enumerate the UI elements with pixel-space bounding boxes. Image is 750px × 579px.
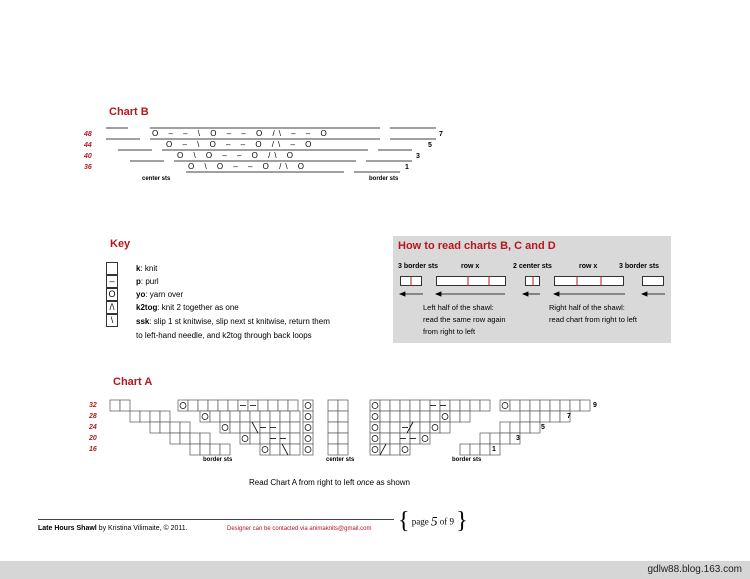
footer-contact: Designer can be contacted via animaknits@gmail.com (227, 526, 372, 532)
chart-b-side-3: 3 (416, 153, 420, 160)
chart-a-side-9: 9 (593, 402, 597, 409)
chart-a-grid (100, 398, 610, 458)
chart-a-side-3: 3 (516, 435, 520, 442)
label-center: 2 center sts (513, 263, 552, 270)
chart-b-title: Chart B (109, 106, 149, 118)
key-knit-symbol (106, 262, 118, 275)
chart-b-border-label: border sts (369, 176, 399, 182)
chart-b-row-40: 40 (84, 153, 92, 160)
key-ssk-text-line2: to left-hand needle, and k2tog through back loops (136, 331, 312, 340)
key-ssk-symbol: \ (106, 314, 118, 327)
chart-a-row-24: 24 (89, 424, 97, 431)
chart-a-row-16: 16 (89, 446, 97, 453)
chart-a-border-label-right: border sts (452, 457, 482, 463)
chart-b-row-48: 48 (84, 131, 92, 138)
chart-b-row-2-symbols: O – \ O – – O /\ – O (166, 140, 316, 149)
key-yo-text: yo: yarn over (136, 290, 184, 299)
how-to-read-title: How to read charts B, C and D (398, 240, 556, 252)
chart-a-title: Chart A (113, 376, 153, 388)
chart-b-row-36: 36 (84, 164, 92, 171)
footer-credit: Late Hours Shawl by Kristina Vilimaite, © 2011. (38, 525, 188, 532)
chart-a-border-label-left: border sts (203, 457, 233, 463)
key-knit-text: k: knit (136, 264, 158, 273)
how-to-read-arrows (393, 274, 671, 302)
chart-a-row-20: 20 (89, 435, 97, 442)
how-to-read-panel (393, 236, 671, 343)
chart-b-row-44: 44 (84, 142, 92, 149)
key-k2tog-symbol: /\ (106, 301, 118, 314)
chart-b-row-1-symbols: O – – \ O – – O /\ – – O (152, 129, 331, 138)
left-half-text: Left half of the shawl: read the same row again from right to left (423, 303, 506, 336)
key-k2tog-text: k2tog: knit 2 together as one (136, 303, 239, 312)
chart-b-row-3-symbols: O \ O – – O /\ O (177, 151, 298, 160)
chart-b-side-7: 7 (439, 131, 443, 138)
key-ssk-text: ssk: slip 1 st knitwise, slip next st knitwise, return them (136, 317, 330, 326)
key-title: Key (110, 238, 131, 250)
chart-a-side-5: 5 (541, 424, 545, 431)
chart-b-row-4-symbols: O \ O – – O /\ O (188, 162, 309, 171)
chart-a-side-7: 7 (567, 413, 571, 420)
key-purl-text: p: purl (136, 277, 159, 286)
key-yo-symbol: O (106, 288, 118, 301)
chart-a-side-1: 1 (492, 446, 496, 453)
chart-b-side-5: 5 (428, 142, 432, 149)
label-row-x-right: row x (579, 263, 598, 270)
chart-b-side-1: 1 (405, 164, 409, 171)
chart-a-row-28: 28 (89, 413, 97, 420)
chart-a-row-32: 32 (89, 402, 97, 409)
right-half-text: Right half of the shawl: read chart from right to left (549, 303, 637, 324)
key-purl-symbol: – (106, 275, 118, 288)
label-row-x-left: row x (461, 263, 480, 270)
chart-b-center-label: center sts (142, 176, 171, 182)
chart-a-caption: Read Chart A from right to left once as shown (249, 478, 410, 487)
label-border-left: 3 border sts (398, 263, 439, 270)
chart-a-center-label: center sts (326, 457, 355, 463)
label-border-right: 3 border sts (619, 263, 660, 270)
footer-rule (38, 519, 394, 520)
watermark-text: gdlw88.blog.163.com (647, 564, 742, 575)
watermark-bar (0, 561, 750, 579)
page-indicator: { page 5 of 9 } (398, 508, 468, 534)
